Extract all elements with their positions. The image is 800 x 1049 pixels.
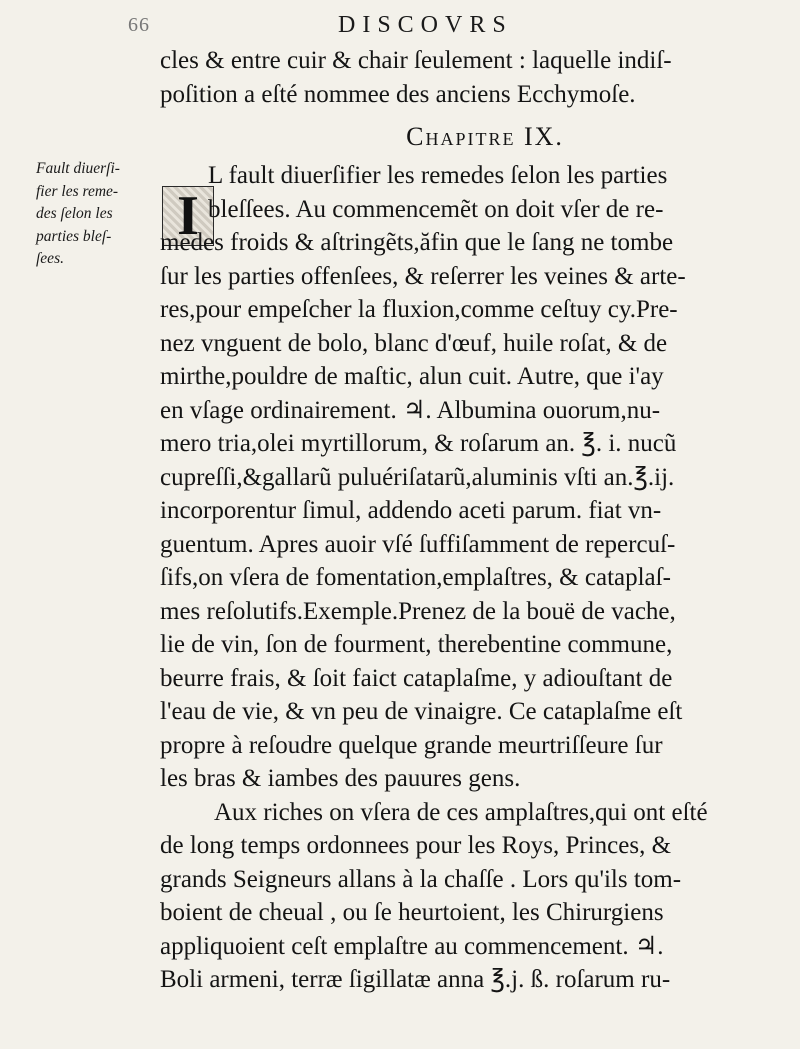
text-line: bleſſees. Au commencemẽt on doit vſer de re-	[208, 195, 664, 223]
text-line: nez vnguent de bolo, blanc d'œuf, huile roſat, & de	[160, 329, 668, 357]
text-line: Aux riches on vſera de ces amplaſtres,qui ont eſté	[214, 798, 708, 826]
text-line: propre à reſoudre quelque grande meurtriſſeure ſur	[160, 731, 663, 759]
text-line: beurre frais, & ſoit faict cataplaſme, y adiouſtant de	[160, 664, 673, 692]
text-line: grands Seigneurs allans à la chaſſe . Lors qu'ils tom-	[160, 865, 682, 893]
text-line: poſition a eſté nommee des anciens Ecchymoſe.	[160, 80, 636, 108]
margin-note-line: Fault diuerſi-	[36, 160, 120, 177]
text-line: ſur les parties offenſees, & reſerrer les veines & arte-	[160, 262, 686, 290]
chapter-title: Chapitre IX.	[406, 122, 564, 151]
text-line: lie de vin, ſon de fourment, therebentine commune,	[160, 631, 673, 658]
text-line: incorporentur ſimul, addendo aceti parum. fiat vn-	[160, 497, 662, 524]
margin-note-line: des ſelon les	[36, 205, 113, 222]
text-line: Boli armeni, terræ ſigillatæ anna ℥.j. ß. roſarum ru-	[160, 966, 671, 993]
text-line: les bras & iambes des pauures gens.	[160, 765, 521, 792]
text-line: boient de cheual , ou ſe heurtoient, les Chirurgiens	[160, 899, 664, 926]
text-line: mirthe,pouldre de maſtic, alun cuit. Autre, que i'ay	[160, 363, 664, 390]
text-line: mero tria,olei myrtillorum, & roſarum an. ℥. i. nucũ	[160, 430, 677, 457]
decorated-initial: I	[162, 186, 214, 246]
text-line: appliquoient ceſt emplaſtre au commencement. ♃.	[160, 932, 664, 960]
text-line: res,pour empeſcher la fluxion,comme ceſtuy cy.Pre-	[160, 296, 678, 323]
folio-number: 66	[128, 14, 150, 36]
text-line: cles & entre cuir & chair ſeulement : laquelle indiſ-	[160, 47, 672, 74]
text-line: mes reſolutifs.Exemple.Prenez de la bouë de vache,	[160, 597, 676, 625]
text-line: l'eau de vie, & vn peu de vinaigre. Ce cataplaſme eſt	[160, 698, 683, 725]
margin-note-line: fier les reme-	[36, 182, 119, 200]
text-line: en vſage ordinairement. ♃. Albumina ouorum,nu-	[160, 396, 661, 424]
chapter-heading	[180, 111, 790, 159]
margin-note-line: parties bleſ-	[36, 227, 112, 245]
text-line: medes froids & aſtringẽts,ăfin que le ſang ne tombe	[160, 229, 674, 256]
text-line: L fault diuerſifier les remedes ſelon les parties	[208, 162, 668, 189]
margin-note	[36, 158, 151, 271]
margin-note-line: ſees.	[36, 250, 64, 267]
text-line: ſifs,on vſera de fomentation,emplaſtres, & cataplaſ-	[160, 564, 671, 591]
running-head: DISCOVRS	[338, 12, 513, 38]
main-text	[160, 44, 790, 997]
text-line: cupreſſi,&gallarũ puluériſatarũ,aluminis vſti an.℥.ij.	[160, 463, 675, 491]
text-line: guentum. Apres auoir vſé ſuffiſamment de repercuſ-	[160, 530, 676, 558]
text-line: de long temps ordonnees pour les Roys, Princes, &	[160, 832, 672, 859]
